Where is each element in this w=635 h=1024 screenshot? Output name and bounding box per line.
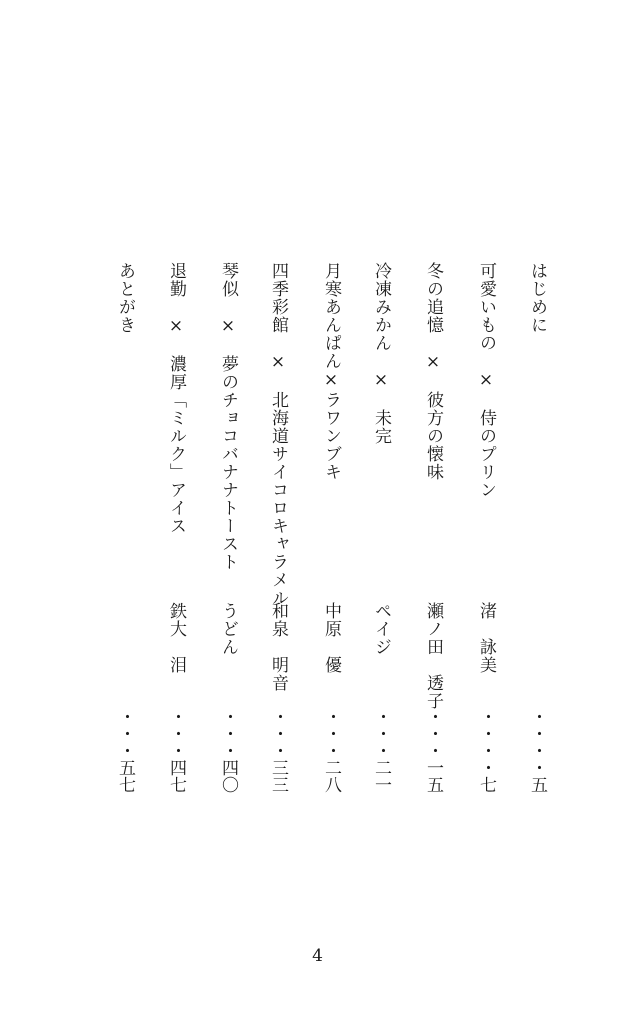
entry-page: ・・・一五	[423, 708, 443, 793]
entry-page: ・・・・七	[476, 708, 496, 793]
toc-entry	[110, 262, 140, 822]
entry-author: 瀬ノ田 透子	[423, 602, 443, 710]
entry-page: ・・・四〇	[218, 708, 238, 793]
entry-author: ペイジ	[371, 602, 391, 656]
entry-author: 鉄大 泪	[166, 602, 186, 674]
toc-entry	[316, 262, 346, 822]
entry-title: 琴似 × 夢のチョコバナナトースト	[218, 262, 238, 571]
entry-author: 渚 詠美	[476, 602, 496, 674]
entry-title: 冷凍みかん × 未完	[371, 262, 391, 445]
entry-page: ・・・二一	[371, 708, 391, 793]
toc-entry	[418, 262, 448, 822]
entry-title: 冬の追憶 × 彼方の懐味	[423, 262, 443, 481]
entry-title: 月寒あんぱん×ラワンブキ	[321, 262, 341, 481]
entry-title: あとがき	[115, 262, 135, 334]
entry-title: 退勤 × 濃厚「ミルク」アイス	[166, 262, 186, 535]
entry-title: 可愛いもの × 侍のプリン	[476, 262, 496, 499]
entry-author: うどん	[218, 602, 238, 656]
toc-entry	[161, 262, 191, 822]
entry-page: ・・・四七	[166, 708, 186, 793]
entry-author: 中原 優	[321, 602, 341, 674]
toc-entry	[471, 262, 501, 822]
entry-title: はじめに	[527, 262, 547, 334]
entry-page: ・・・五七	[115, 708, 135, 793]
entry-author: 和泉 明音	[268, 602, 288, 692]
page-number: 4	[312, 946, 323, 966]
entry-page: ・・・・五	[527, 708, 547, 793]
toc-entry	[366, 262, 396, 822]
toc-entry	[263, 262, 293, 822]
entry-page: ・・・二八	[321, 708, 341, 793]
toc-entry	[213, 262, 243, 822]
toc-entry	[522, 262, 552, 822]
entry-page: ・・・三三	[268, 708, 288, 793]
entry-title: 四季彩館 × 北海道サイコロキャラメル	[268, 262, 288, 607]
